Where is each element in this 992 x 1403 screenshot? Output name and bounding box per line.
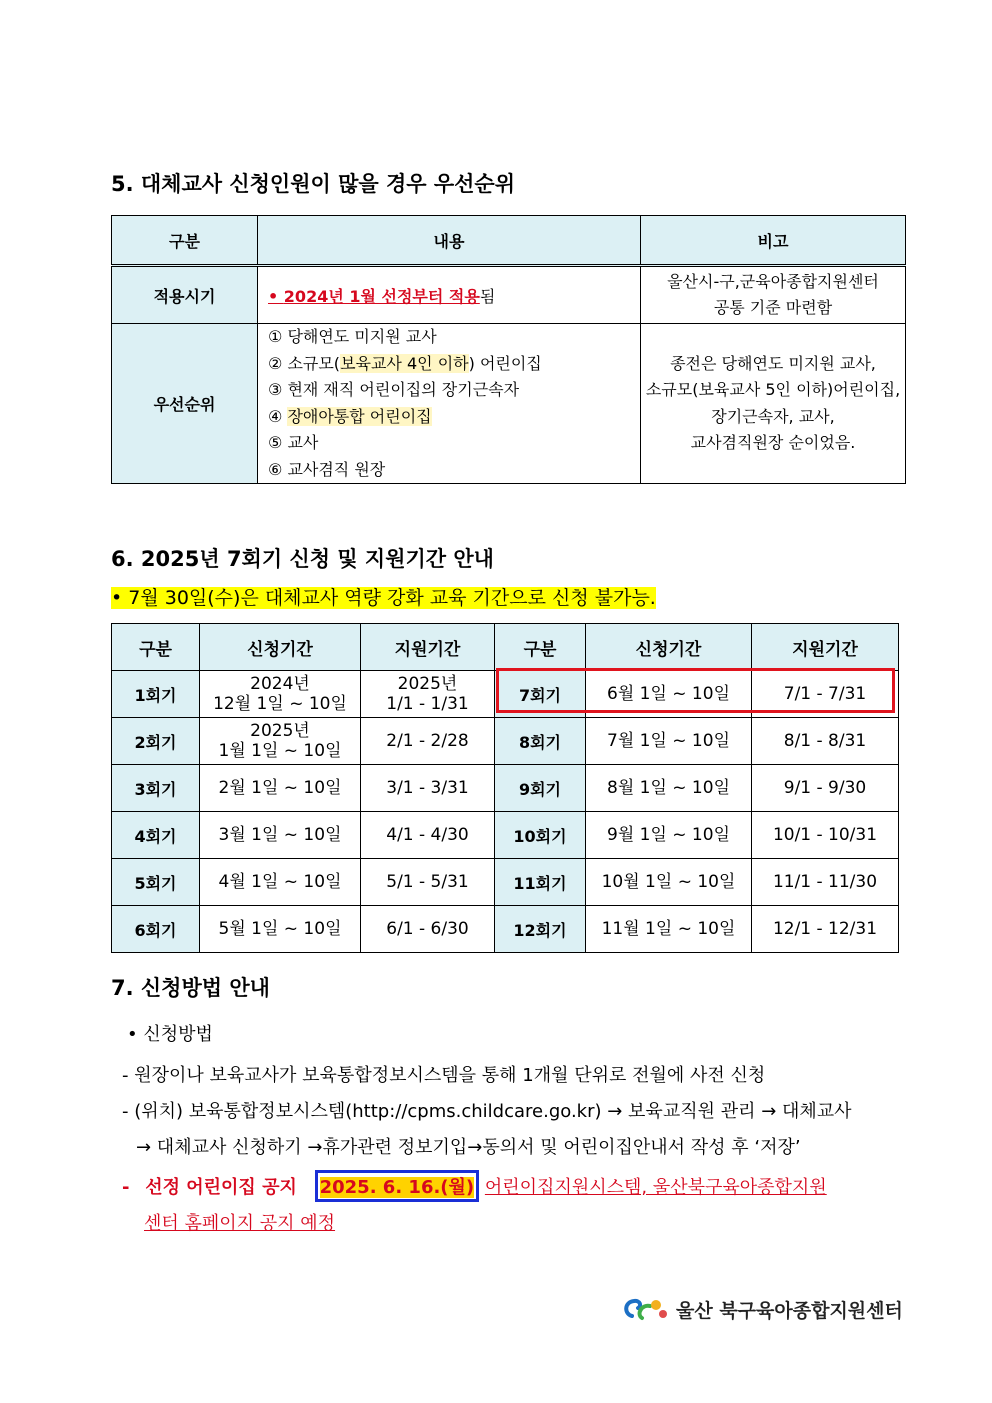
apply-period-red: 2024년 1월 선정부터 적용 — [283, 286, 480, 306]
footer-logo — [622, 1294, 903, 1324]
list-item: ⑤ 교사 — [268, 433, 319, 452]
list-item: ③ 현재 재직 어린이집의 장기근속자 — [268, 380, 520, 399]
org-logo-icon — [622, 1294, 670, 1324]
apply-period: 7월 1일 ~ 10일 — [586, 718, 752, 765]
round-label: 6회기 — [112, 906, 200, 953]
list-item: ② 소규모(보육교사 4인 이하) 어린이집 — [268, 353, 542, 373]
list-item: ⑥ 교사겸직 원장 — [268, 459, 386, 479]
note-line: 장기근속자, 교사, — [711, 406, 835, 426]
notice-label: 선정 어린이집 공지 — [145, 1177, 297, 1198]
priority-list — [258, 324, 640, 483]
round-label: 9회기 — [495, 765, 586, 812]
table-header: 구분 — [112, 216, 258, 266]
table-header: 신청기간 — [586, 624, 752, 671]
table-row — [112, 765, 899, 812]
method-bullet: • 신청방법 — [127, 1024, 213, 1045]
support-period: 11/1 - 11/30 — [752, 859, 899, 906]
support-period: 2025년 1/1 - 1/31 — [361, 671, 495, 718]
method-line-2: - (위치) 보육통합정보시스템(http://cpms.childcare.go.kr) → 보육교직원 관리 → 대체교사 — [122, 1101, 852, 1122]
table-header: 구분 — [495, 624, 586, 671]
support-period: 2/1 - 2/28 — [361, 718, 495, 765]
method-line-1: - 원장이나 보육교사가 보육통합정보시스템을 통해 1개월 단위로 전월에 사전 신청 — [122, 1065, 766, 1086]
table-row — [112, 859, 899, 906]
apply-period-tail: 됨 — [479, 286, 496, 306]
notice-tail: 어린이집지원시스템, 울산북구육아종합지원 — [484, 1177, 827, 1198]
method-line-3: → 대체교사 신청하기 →휴가관련 정보기입→동의서 및 어린이집안내서 작성 후 ‘저장’ — [136, 1137, 801, 1158]
round-label: 5회기 — [112, 859, 200, 906]
notice-text: • 7월 30일(수)은 대체교사 역량 강화 교육 기간으로 신청 불가능. — [111, 587, 656, 609]
priority-note — [641, 324, 906, 484]
round-label: 4회기 — [112, 812, 200, 859]
support-period: 7/1 - 7/31 — [752, 671, 899, 718]
note-line: 소규모(보육교사 5인 이하)어린이집, — [645, 380, 901, 399]
support-period: 4/1 - 4/30 — [361, 812, 495, 859]
support-period: 12/1 - 12/31 — [752, 906, 899, 953]
note-line: 교사겸직원장 순이었음. — [690, 433, 856, 452]
org-name: 울산 북구육아종합지원센터 — [676, 1299, 903, 1322]
apply-period: 8월 1일 ~ 10일 — [586, 765, 752, 812]
table-header: 지원기간 — [361, 624, 495, 671]
table-row — [112, 266, 906, 324]
apply-period: 6월 1일 ~ 10일 — [586, 671, 752, 718]
notice-date-box — [315, 1170, 480, 1202]
table-header: 내용 — [258, 216, 641, 266]
round-label: 3회기 — [112, 765, 200, 812]
apply-period: 2025년 1월 1일 ~ 10일 — [200, 718, 361, 765]
apply-period: 2024년 12월 1일 ~ 10일 — [200, 671, 361, 718]
row-label: 우선순위 — [112, 324, 258, 484]
table-header: 구분 — [112, 624, 200, 671]
note-line: 울산시-구,군육아종합지원센터 — [667, 272, 879, 291]
bullet: • — [268, 286, 284, 306]
support-period: 9/1 - 9/30 — [752, 765, 899, 812]
dash: - — [122, 1177, 130, 1198]
notice-line — [111, 583, 656, 610]
round-label: 1회기 — [112, 671, 200, 718]
table-header: 신청기간 — [200, 624, 361, 671]
highlight-box-7th — [496, 668, 895, 713]
apply-period: 4월 1일 ~ 10일 — [200, 859, 361, 906]
section6-title: 6. 2025년 7회기 신청 및 지원기간 안내 — [111, 547, 494, 571]
table-header: 비고 — [641, 216, 906, 266]
round-label: 11회기 — [495, 859, 586, 906]
method-line-5: 센터 홈페이지 공지 예정 — [144, 1213, 336, 1234]
round-label: 10회기 — [495, 812, 586, 859]
list-item: ④ 장애아통합 어린이집 — [268, 406, 432, 426]
apply-period: 3월 1일 ~ 10일 — [200, 812, 361, 859]
table-row — [112, 718, 899, 765]
priority-table — [111, 215, 906, 484]
round-label: 8회기 — [495, 718, 586, 765]
section7-title: 7. 신청방법 안내 — [111, 976, 270, 1000]
apply-period: 10월 1일 ~ 10일 — [586, 859, 752, 906]
apply-period: 2월 1일 ~ 10일 — [200, 765, 361, 812]
round-label: 7회기 — [495, 671, 586, 718]
support-period: 8/1 - 8/31 — [752, 718, 899, 765]
table-row — [112, 906, 899, 953]
round-label: 12회기 — [495, 906, 586, 953]
table-header: 지원기간 — [752, 624, 899, 671]
notice-date: 2025. 6. 16.(월) — [319, 1177, 475, 1198]
apply-period-note — [641, 266, 906, 324]
apply-period: 11월 1일 ~ 10일 — [586, 906, 752, 953]
apply-period: 9월 1일 ~ 10일 — [586, 812, 752, 859]
support-period: 3/1 - 3/31 — [361, 765, 495, 812]
method-line-4 — [122, 1170, 827, 1202]
table-row — [112, 324, 906, 484]
table-row — [112, 812, 899, 859]
row-label: 적용시기 — [112, 266, 258, 324]
section5-title: 5. 대체교사 신청인원이 많을 경우 우선순위 — [111, 172, 516, 196]
support-period: 10/1 - 10/31 — [752, 812, 899, 859]
note-line: 공통 기준 마련함 — [713, 298, 833, 317]
note-line: 종전은 당해연도 미지원 교사, — [670, 353, 876, 373]
support-period: 6/1 - 6/30 — [361, 906, 495, 953]
list-item: ① 당해연도 미지원 교사 — [268, 327, 437, 346]
support-period: 5/1 - 5/31 — [361, 859, 495, 906]
apply-period-content — [258, 266, 641, 324]
apply-period: 5월 1일 ~ 10일 — [200, 906, 361, 953]
round-label: 2회기 — [112, 718, 200, 765]
priority-list-cell — [258, 324, 641, 484]
